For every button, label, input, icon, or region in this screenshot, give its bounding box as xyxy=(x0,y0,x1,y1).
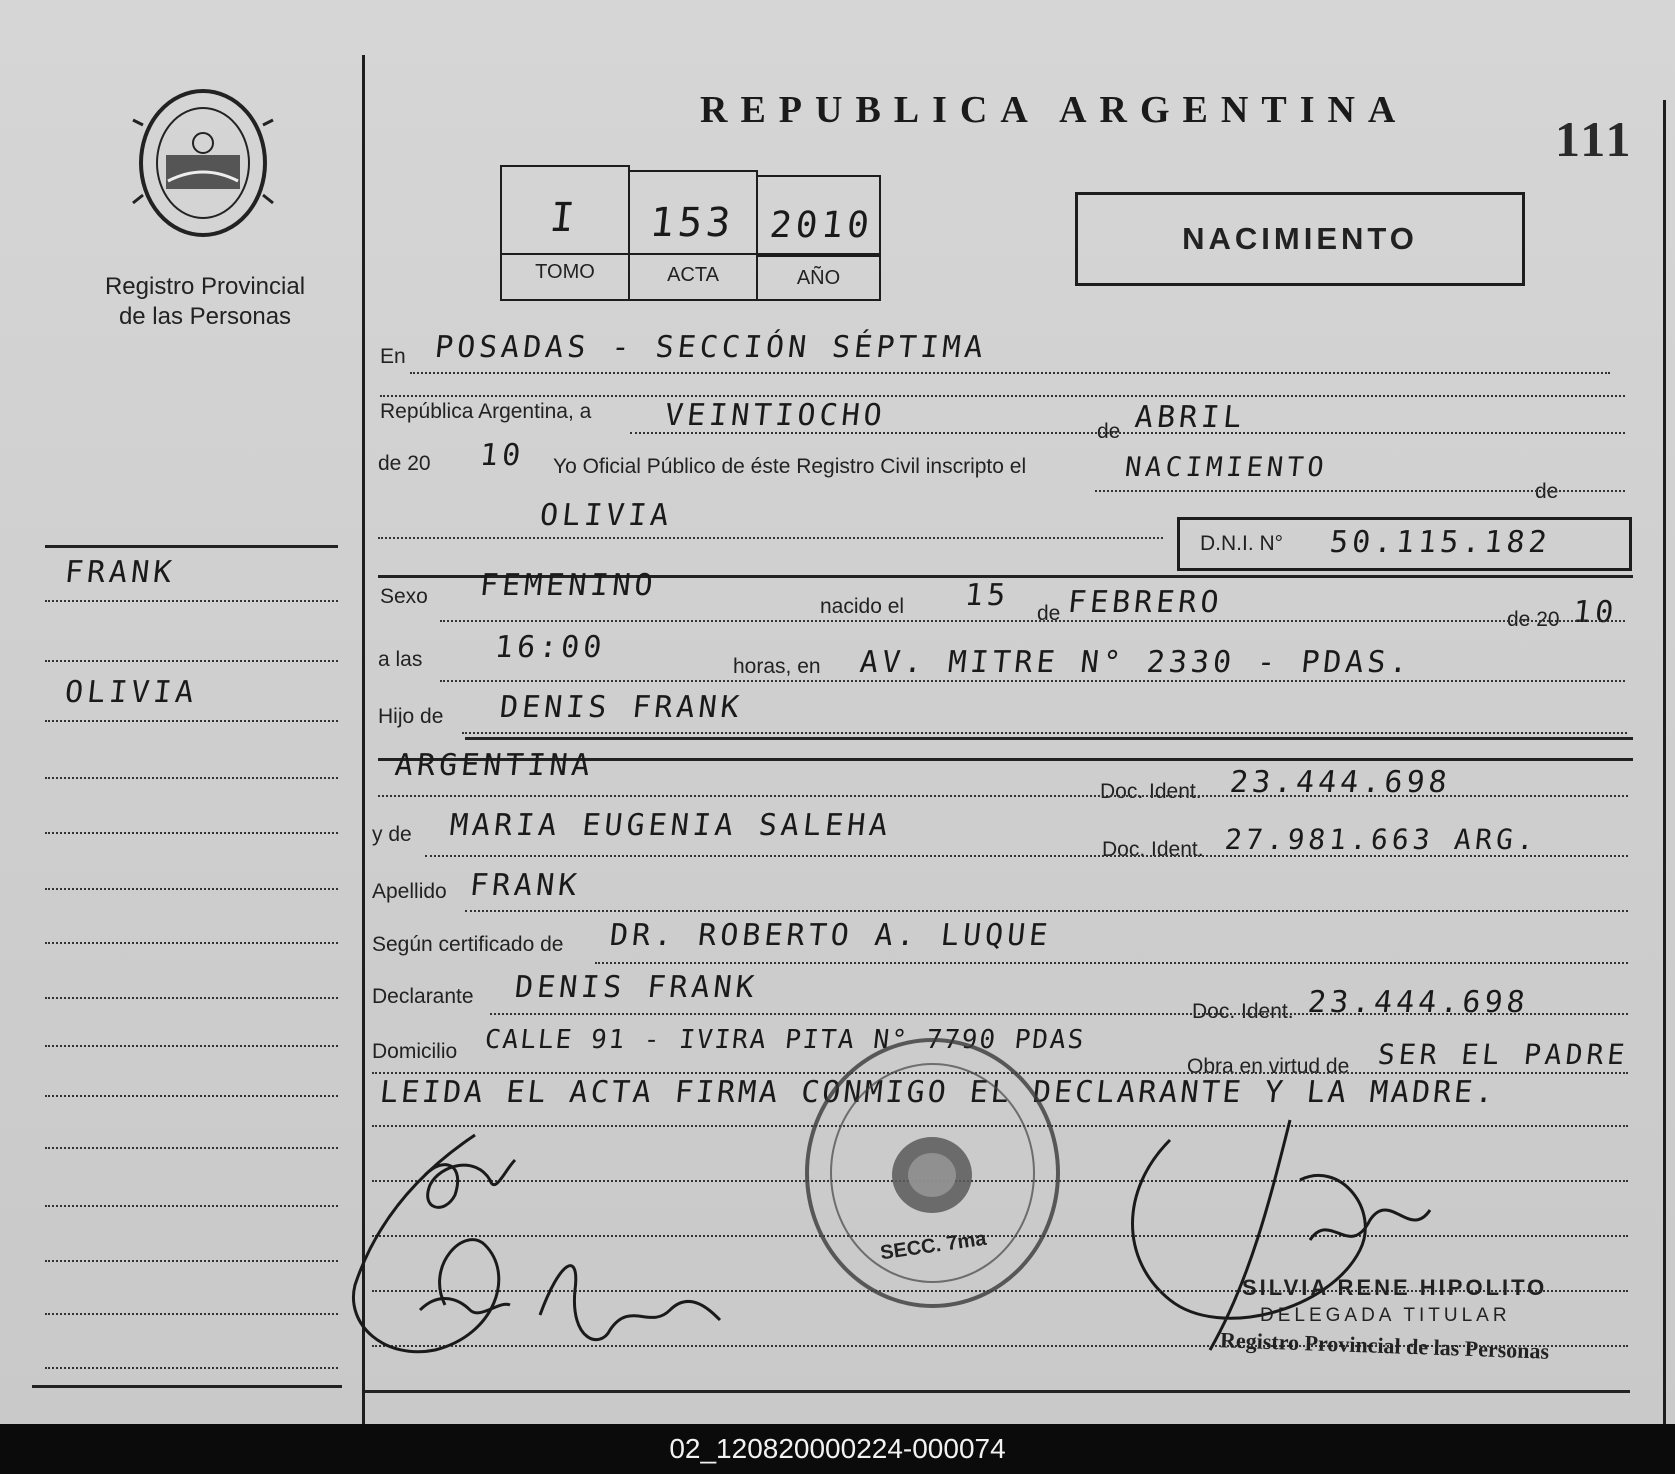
inscribed-line xyxy=(1095,490,1625,492)
doc-ident-label-1: Doc. Ident. xyxy=(1100,780,1202,803)
name-line xyxy=(378,537,1163,539)
stamp-emblem-icon xyxy=(885,1130,980,1220)
margin-line xyxy=(45,942,338,944)
year-prefix-label: de 20 xyxy=(378,452,431,475)
mother-value: MARIA EUGENIA SALEHA xyxy=(448,808,894,843)
name-value: OLIVIA xyxy=(538,498,675,533)
dni-label: D.N.I. N° xyxy=(1200,532,1284,555)
registry-label-line2: de las Personas xyxy=(118,303,292,330)
acta-value: 153 xyxy=(647,200,737,246)
margin-line xyxy=(45,997,338,999)
place-line xyxy=(410,372,1610,374)
en-label: En xyxy=(380,345,406,368)
margin-line xyxy=(45,832,338,834)
acta-label: ACTA xyxy=(667,264,719,286)
margin-given-name: OLIVIA xyxy=(63,675,200,710)
birth-day-value: 15 xyxy=(963,578,1011,613)
dni-value: 50.115.182 xyxy=(1328,525,1553,560)
domicilio-value: CALLE 91 - IVIRA PITA N° 7790 PDAS xyxy=(483,1025,1087,1055)
hijo-label: Hijo de xyxy=(378,705,444,728)
father-nat-value: ARGENTINA xyxy=(393,748,596,783)
birth-place-value: AV. MITRE N° 2330 - PDAS. xyxy=(858,645,1414,680)
declarante-label: Declarante xyxy=(372,985,474,1008)
birth-year-label: de 20 xyxy=(1507,608,1560,631)
declarante-doc-value: 23.444.698 xyxy=(1306,985,1531,1020)
republica-label: República Argentina, a xyxy=(380,400,592,423)
margin-line xyxy=(45,1205,338,1207)
margin-surname: FRANK xyxy=(63,555,178,590)
anio-value: 2010 xyxy=(767,205,875,246)
birth-month-value: FEBRERO xyxy=(1066,585,1225,620)
doc-ident-label-2: Doc. Ident. xyxy=(1102,838,1204,861)
registry-label xyxy=(50,272,360,332)
declarante-line xyxy=(490,1013,1628,1015)
y-de-label: y de xyxy=(372,823,412,846)
stamp-section-text: SECC. 7ma xyxy=(878,1227,988,1265)
margin-top-rule xyxy=(45,545,338,548)
a-las-label: a las xyxy=(378,648,423,671)
place-line-2 xyxy=(380,395,1625,397)
horas-label: horas, en xyxy=(733,655,821,678)
date-line xyxy=(630,432,1625,434)
margin-line xyxy=(45,660,338,662)
margin-line xyxy=(45,600,338,602)
document-title: REPUBLICA ARGENTINA xyxy=(700,89,1409,131)
birth-year-value: 10 xyxy=(1571,595,1619,630)
margin-line xyxy=(45,1147,338,1149)
margin-line xyxy=(45,888,338,890)
official-name: SILVIA RENE HIPOLITO xyxy=(1242,1275,1548,1300)
apellido-value: FRANK xyxy=(468,868,583,903)
file-id-bar xyxy=(0,1424,1675,1474)
place-value: POSADAS - SECCIÓN SÉPTIMA xyxy=(433,330,989,365)
declarante-value: DENIS FRANK xyxy=(513,970,760,1005)
tomo-value: I xyxy=(547,195,581,241)
margin-line xyxy=(45,1095,338,1097)
certificado-label: Según certificado de xyxy=(372,933,564,956)
father-doc-line xyxy=(378,795,1628,797)
section-rule-2 xyxy=(465,737,1633,740)
margin-line xyxy=(45,1045,338,1047)
margin-line xyxy=(45,777,338,779)
de-label-3: de xyxy=(1037,602,1061,625)
act-type-box: NACIMIENTO xyxy=(1075,192,1525,286)
right-border xyxy=(1663,100,1666,1424)
sexo-line xyxy=(440,620,1625,622)
margin-line xyxy=(45,720,338,722)
mother-signature xyxy=(410,1230,730,1360)
page-number: 111 xyxy=(1555,111,1634,167)
month-value: ABRIL xyxy=(1133,400,1248,435)
mother-doc-value: 27.981.663 ARG. xyxy=(1223,823,1540,856)
margin-line xyxy=(45,1367,338,1369)
margin-line xyxy=(45,1260,338,1262)
file-id: 02_120820000224-000074 xyxy=(669,1433,1006,1464)
doc-ident-label-3: Doc. Ident. xyxy=(1192,1000,1294,1023)
sexo-label: Sexo xyxy=(380,585,428,608)
registry-label-line1: Registro Provincial xyxy=(104,273,306,300)
hour-line xyxy=(440,680,1625,682)
leida-value: LEIDA EL ACTA FIRMA CONMIGO EL DECLARANTE Y LA MADRE. xyxy=(378,1075,1499,1110)
provincial-seal-emblem xyxy=(128,85,278,245)
inscribed-value: NACIMIENTO xyxy=(1123,452,1330,483)
certificado-value: DR. ROBERTO A. LUQUE xyxy=(608,918,1054,953)
obra-label: Obra en virtud de xyxy=(1187,1055,1350,1078)
apellido-line xyxy=(465,910,1628,912)
bottom-rule xyxy=(365,1390,1630,1393)
official-role: DELEGADA TITULAR xyxy=(1260,1305,1511,1326)
margin-line xyxy=(45,1313,338,1315)
de-label-2: de xyxy=(1535,480,1559,503)
official-registry: Registro Provincial de las Personas xyxy=(1219,1327,1550,1364)
hour-value: 16:00 xyxy=(493,630,608,665)
nacido-label: nacido el xyxy=(820,595,905,618)
de-label: de xyxy=(1097,420,1121,443)
anio-label: AÑO xyxy=(796,267,841,289)
father-value: DENIS FRANK xyxy=(498,690,745,725)
tomo-label: TOMO xyxy=(535,261,595,283)
certificado-line xyxy=(595,962,1628,964)
year-value: 10 xyxy=(478,438,526,473)
margin-bottom-rule xyxy=(32,1385,342,1388)
mother-line xyxy=(425,855,1628,857)
day-value: VEINTIOCHO xyxy=(663,398,888,433)
obra-value: SER EL PADRE xyxy=(1376,1038,1631,1071)
father-doc-value: 23.444.698 xyxy=(1228,765,1453,800)
apellido-label: Apellido xyxy=(372,880,447,903)
sexo-value: FEMENINO xyxy=(478,568,659,603)
officer-text: Yo Oficial Público de éste Registro Civil inscripto el xyxy=(553,455,1027,478)
domicilio-label: Domicilio xyxy=(372,1040,458,1063)
father-line xyxy=(462,732,1627,734)
